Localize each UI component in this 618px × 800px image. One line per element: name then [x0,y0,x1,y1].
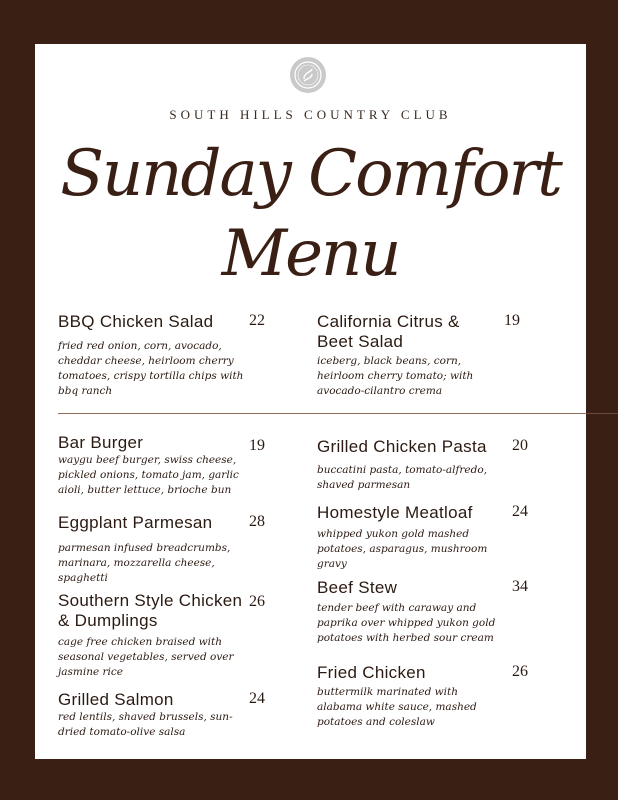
item-name: BBQ Chicken Salad [58,312,214,331]
item-description: waygu beef burger, swiss cheese, pickled onions, tomato jam, garlic aioli, butter lettuce, brioche bun [58,454,239,496]
item-price: 26 [249,593,265,610]
item-name: Bar Burger [58,433,144,452]
item-name: Homestyle Meatloaf [317,503,473,522]
menu-item [317,437,507,493]
item-description: parmesan infused breadcrumbs, marinara, mozzarella cheese, spaghetti [58,542,231,584]
section-divider-extension [586,413,618,414]
club-name: SOUTH HILLS COUNTRY CLUB [169,107,452,122]
item-name: Grilled Salmon [58,690,174,709]
menu-item [58,312,248,399]
item-price: 20 [512,437,528,454]
item-description: iceberg, black beans, corn, heirloom cherry tomato; with avocado-cilantro crema [317,355,474,397]
menu-title-line2: Menu [221,217,400,291]
item-name: California Citrus & Beet Salad [317,312,460,351]
club-crest-icon [290,57,326,93]
item-price: 19 [504,312,520,329]
item-name: Eggplant Parmesan [58,513,213,532]
menu-item [317,663,497,730]
item-description: cage free chicken braised with seasonal vegetables, served over jasmine rice [58,636,234,678]
item-description: buttermilk marinated with alabama white sauce, mashed potatoes and coleslaw [317,686,477,728]
item-name: Southern Style Chicken & Dumplings [58,591,243,630]
menu-item [317,312,492,399]
menu-title-line1: Sunday Comfort [60,137,561,211]
item-price: 26 [512,663,528,680]
menu-item [317,503,497,572]
menu-item [58,690,248,740]
menu-item [317,578,507,646]
item-description: whipped yukon gold mashed potatoes, asparagus, mushroom gravy [317,528,488,570]
item-price: 34 [512,578,528,595]
item-name: Fried Chicken [317,663,426,682]
item-description: fried red onion, corn, avocado, cheddar cheese, heirloom cherry tomatoes, crispy tortilla chips with bbq ranch [58,340,244,397]
section-divider [58,413,586,414]
item-name: Grilled Chicken Pasta [317,437,487,456]
item-description: tender beef with caraway and paprika over whipped yukon gold potatoes with herbed sour cream [317,602,496,644]
item-price: 24 [249,690,265,707]
item-description: red lentils, shaved brussels, sun-dried tomato-olive salsa [58,711,233,738]
item-name: Beef Stew [317,578,398,597]
menu-item [58,591,248,680]
menu-item [58,513,248,586]
menu-item [58,433,248,498]
item-description: buccatini pasta, tomato-alfredo, shaved parmesan [317,464,488,491]
item-price: 24 [512,503,528,520]
item-price: 19 [249,437,265,454]
item-price: 22 [249,312,265,329]
item-price: 28 [249,513,265,530]
